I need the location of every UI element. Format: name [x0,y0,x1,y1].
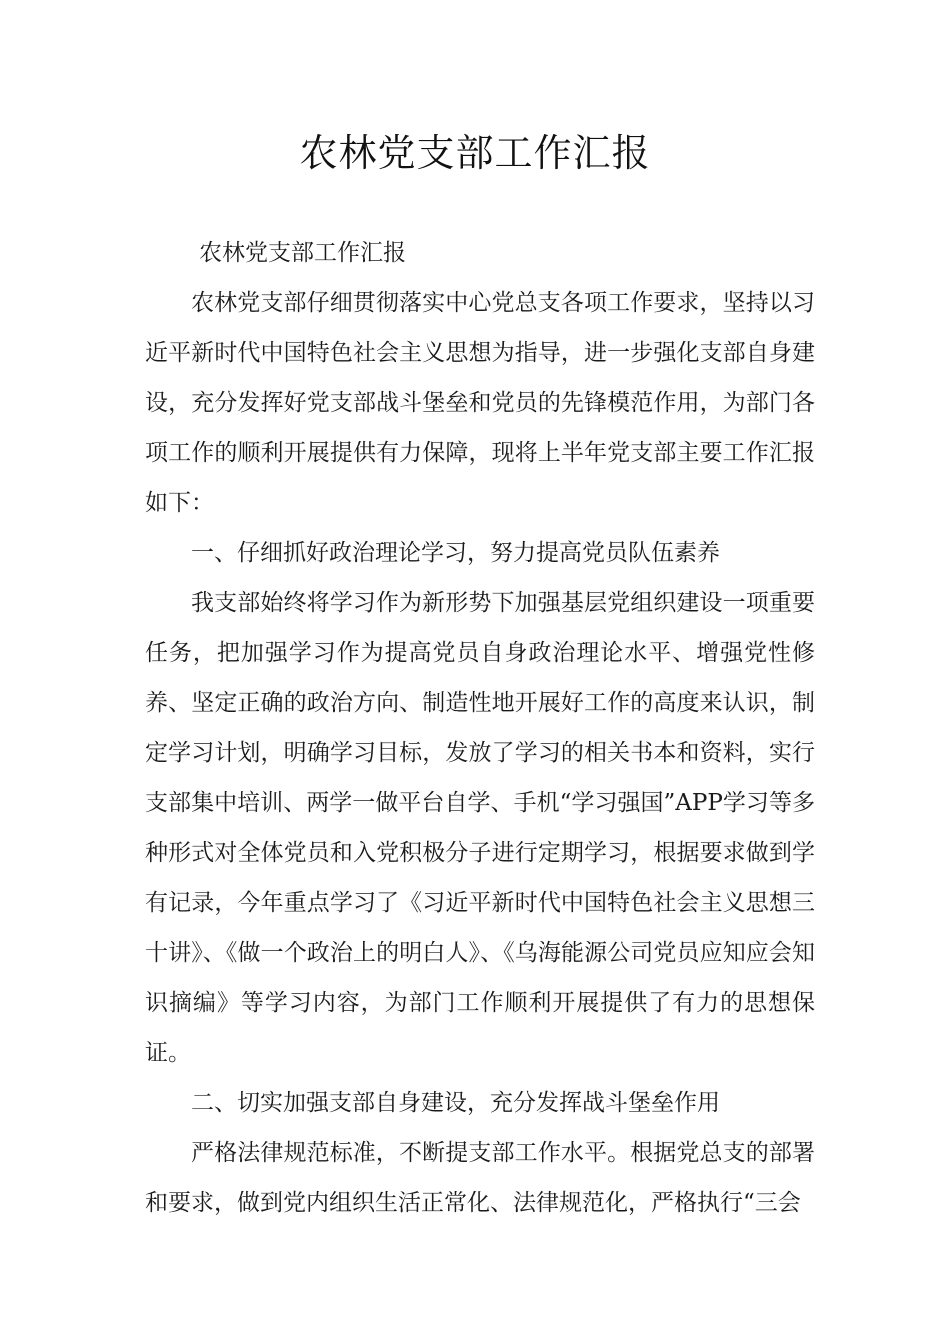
document-body [145,228,815,1228]
section-heading-1: 一、仔细抓好政治理论学习，努力提高党员队伍素养 [191,540,720,566]
section-heading-2: 二、切实加强支部自身建设，充分发挥战斗堡垒作用 [191,1090,720,1116]
section-1-paragraph: 我支部始终将学习作为新形势下加强基层党组织建设一项重要任务，把加强学习作为提高党员自身政治理论水平、增强党性修养、坚定正确的政治方向、制造性地开展好工作的高度来认识，制定学习计划，明确学习目标，发放了学习的相关书本和资料，实行支部集中培训、两学一做平台自学、手机“学习强国”APP学习等多种形式对全体党员和入党积极分子进行定期学习，根据要求做到学有记录，今年重点学习了《习近平新时代中国特色社会主义思想三十讲》、《做一个政治上的明白人》、《乌海能源公司党员应知应会知识摘编》等学习内容，为部门工作顺利开展提供了有力的思想保证。 [145,590,815,1066]
intro-paragraph: 农林党支部仔细贯彻落实中心党总支各项工作要求，坚持以习近平新时代中国特色社会主义思想为指导，进一步强化支部自身建设，充分发挥好党支部战斗堡垒和党员的先锋模范作用，为部门各项工作的顺利开展提供有力保障，现将上半年党支部主要工作汇报如下： [145,290,815,516]
document-title: 农林党支部工作汇报 [299,131,651,175]
section-2-paragraph: 严格法律规范标准，不断提支部工作水平。根据党总支的部署和要求，做到党内组织生活正常化、法律规范化，严格执行“三会 [145,1140,815,1216]
subtitle-paragraph: 农林党支部工作汇报 [199,240,406,266]
